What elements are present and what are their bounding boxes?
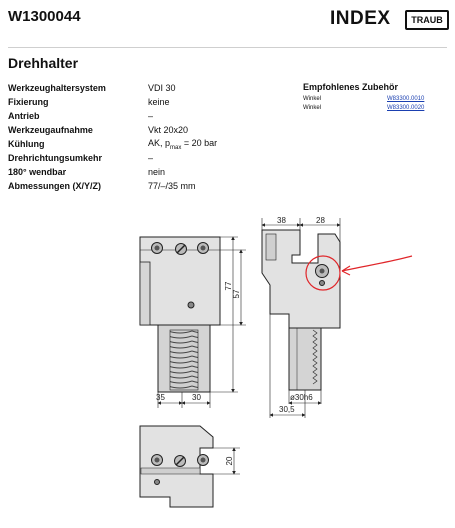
traub-logo: TRAUB: [405, 10, 449, 30]
accessory-link[interactable]: W83300.0010: [387, 96, 425, 102]
spec-label: Kühlung: [8, 139, 45, 149]
accessory-name: Winkel: [303, 105, 322, 111]
spec-value: –: [148, 111, 154, 121]
accessories-title: Empfohlenes Zubehör: [303, 82, 399, 92]
side-view: [262, 216, 340, 418]
spec-label: Fixierung: [8, 97, 49, 107]
spec-label: Werkzeugaufnahme: [8, 125, 93, 135]
spec-label: Antrieb: [8, 111, 40, 121]
dim-side-shank-dia: ø30h6: [290, 393, 313, 402]
dim-front-width-right: 30: [192, 393, 201, 402]
dim-front-width-left: 35: [156, 393, 165, 402]
annotation-arrow: [342, 256, 412, 271]
spec-label: 180° wendbar: [8, 167, 67, 177]
dim-front-height-total: 77: [224, 281, 233, 291]
spec-label: Drehrichtungsumkehr: [8, 153, 103, 163]
bottom-view: [140, 426, 240, 507]
accessory-link[interactable]: W83300.0020: [387, 105, 425, 111]
accessory-name: Winkel: [303, 96, 322, 102]
spec-value: keine: [148, 97, 170, 107]
spec-label: Abmessungen (X/Y/Z): [8, 181, 102, 191]
spec-value: 77/–/35 mm: [148, 181, 196, 191]
spec-value: VDI 30: [148, 83, 176, 93]
spec-value: nein: [148, 167, 166, 177]
index-logo: INDEX: [330, 8, 391, 29]
spec-value: AK, $p_{max} = 20$ bar: [148, 137, 218, 151]
section-title: Drehhalter: [8, 55, 79, 71]
spec-label: Werkzeughaltersystem: [8, 83, 106, 93]
spec-value: –: [148, 153, 154, 163]
dim-side-top-left: 38: [277, 216, 286, 225]
dim-front-height-body: 57: [232, 289, 241, 299]
dim-side-shank-offset: 30,5: [279, 405, 295, 414]
front-view: [140, 237, 246, 408]
article-number: W1300044: [8, 8, 81, 25]
dim-bottom-height: 20: [225, 456, 234, 466]
spec-value: Vkt 20x20: [148, 125, 189, 135]
dim-side-top-right: 28: [316, 216, 325, 225]
